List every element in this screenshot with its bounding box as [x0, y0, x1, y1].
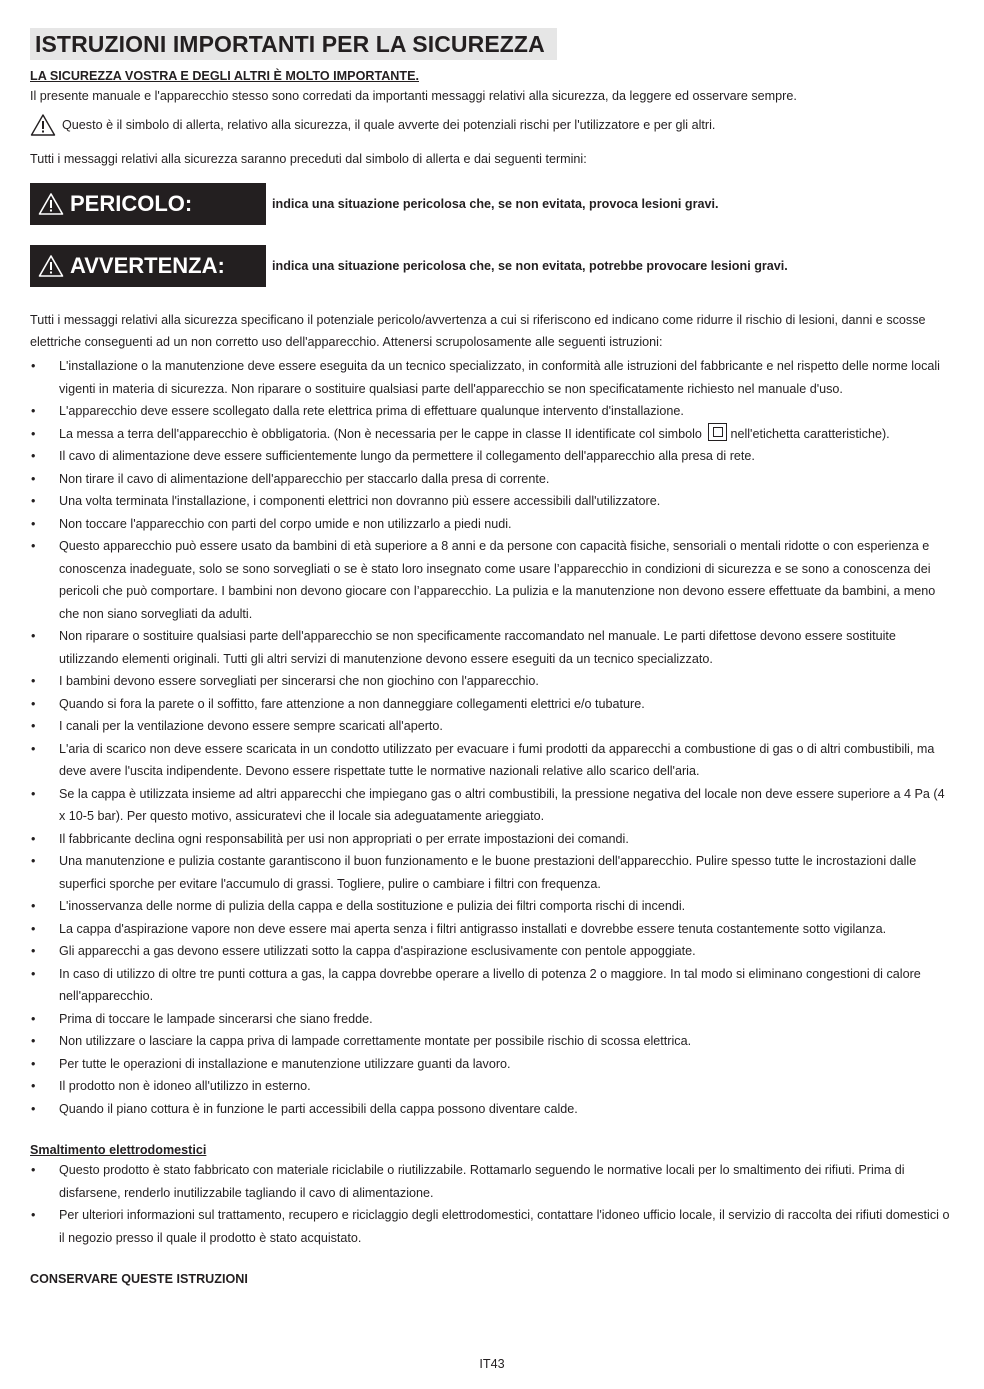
- instruction-item: • Questo apparecchio può essere usato da bambini di età superiore a 8 anni e da persone con capacità fisiche, sensoriali o mentali ridotte o con esperienza e conoscenza inadeguate, solo se sono sorvegliati o se è stato loro insegnato come usare l’apparecchio in condizioni di sicurezza e se sono a conoscenza dei pericoli che può comportare. I bambini non devono giocare con l’apparecchio. La pulizia e la manutenzione non devono essere effettuate da bambini, a meno che non siano sorvegliati da adulti.: [30, 535, 952, 625]
- lead-paragraph: Tutti i messaggi relativi alla sicurezza saranno preceduti dal simbolo di allerta e dai seguenti termini:: [30, 152, 587, 166]
- document-page: [30, 28, 952, 1286]
- ground-text-before: La messa a terra dell'apparecchio è obbligatoria. (Non è necessaria per le cappe in classe II identificate col simbolo: [59, 426, 702, 441]
- danger-row: [30, 183, 952, 225]
- disposal-heading: Smaltimento elettrodomestici: [30, 1143, 207, 1157]
- danger-description: indica una situazione pericolosa che, se non evitata, provoca lesioni gravi.: [272, 197, 719, 211]
- subtitle: LA SICUREZZA VOSTRA E DEGLI ALTRI È MOLTO IMPORTANTE.: [30, 69, 419, 83]
- warning-row: [30, 245, 952, 287]
- instruction-item: • Una manutenzione e pulizia costante garantiscono il buon funzionamento e le buone prestazioni dell'apparecchio. Pulire spesso tutte le incrostazioni dalle superfici sporche per evitare l'accumulo di grassi. Togliere, pulire o cambiare i filtri con frequenza.: [30, 850, 952, 895]
- warning-label: AVVERTENZA:: [70, 253, 225, 278]
- instruction-item: • L'installazione o la manutenzione deve essere eseguita da un tecnico specializzato, in conformità alle istruzioni del fabbricante e nel rispetto delle norme locali vigenti in materia di sicurezza. Non riparare o sostituire qualsiasi parte dell'apparecchio se non specificatamente richiesto nel manuale d'uso.: [30, 355, 952, 400]
- instruction-list: [30, 355, 952, 1120]
- instruction-item: • Gli apparecchi a gas devono essere utilizzati sotto la cappa d'aspirazione esclusivamente con pentole appoggiate.: [30, 940, 952, 963]
- instruction-item: • I canali per la ventilazione devono essere sempre scaricati all'aperto.: [30, 715, 952, 738]
- instructions-intro: Tutti i messaggi relativi alla sicurezza specificano il potenziale pericolo/avvertenza a cui si riferiscono ed indicano come ridurre il rischio di lesioni, danni e scosse elettriche conseguenti ad un non corretto uso dell'apparecchio. Attenersi scrupolosamente alle seguenti istruzioni:: [30, 313, 926, 349]
- instruction-item: • Non utilizzare o lasciare la cappa priva di lampade correttamente montate per possibile rischio di scossa elettrica.: [30, 1030, 952, 1053]
- danger-box: [30, 183, 266, 225]
- disposal-item: • Per ulteriori informazioni sul trattamento, recupero e riciclaggio degli elettrodomestici, contattare l'idoneo ufficio locale, il servizio di raccolta dei rifiuti domestici o il negozio presso il quale il prodotto è stato acquistato.: [30, 1204, 952, 1249]
- instruction-item: • Se la cappa è utilizzata insieme ad altri apparecchi che impiegano gas o altri combustibili, la pressione negativa del locale non deve essere superiore a 4 Pa (4 x 10-5 bar). Per questo motivo, assicuratevi che il locale sia adeguatamente arieggiato.: [30, 783, 952, 828]
- instruction-item: • L'apparecchio deve essere scollegato dalla rete elettrica prima di effettuare qualunque intervento d'installazione.: [30, 400, 952, 423]
- instruction-item: • I bambini devono essere sorvegliati per sincerarsi che non giochino con l'apparecchio.: [30, 670, 952, 693]
- page-title: ISTRUZIONI IMPORTANTI PER LA SICUREZZA: [30, 28, 557, 60]
- instruction-item: • L'inosservanza delle norme di pulizia della cappa e della sostituzione e pulizia dei filtri comporta rischi di incendi.: [30, 895, 952, 918]
- disposal-item: • Questo prodotto è stato fabbricato con materiale riciclabile o riutilizzabile. Rottamarlo seguendo le normative locali per lo smaltimento dei rifiuti. Prima di disfarsene, renderlo inutilizzabile tagliando il cavo di alimentazione.: [30, 1159, 952, 1204]
- instruction-item: • Prima di toccare le lampade sincerarsi che siano fredde.: [30, 1008, 952, 1031]
- instruction-item: [30, 423, 952, 446]
- warning-triangle-icon: [38, 254, 64, 278]
- instruction-item: • Non tirare il cavo di alimentazione dell'apparecchio per staccarlo dalla presa di corrente.: [30, 468, 952, 491]
- alert-symbol-line: [30, 113, 952, 137]
- instruction-item: • Quando il piano cottura è in funzione le parti accessibili della cappa possono diventare calde.: [30, 1098, 952, 1121]
- warning-box: [30, 245, 266, 287]
- instruction-item: • Il prodotto non è idoneo all'utilizzo in esterno.: [30, 1075, 952, 1098]
- warning-description: indica una situazione pericolosa che, se non evitata, potrebbe provocare lesioni gravi.: [272, 259, 788, 273]
- class-ii-icon: [708, 423, 727, 441]
- instruction-item: • Quando si fora la parete o il soffitto, fare attenzione a non danneggiare collegamenti elettrici e/o tubature.: [30, 693, 952, 716]
- instruction-item: • Il fabbricante declina ogni responsabilità per usi non appropriati o per errate impostazioni dei comandi.: [30, 828, 952, 851]
- instruction-item: • Il cavo di alimentazione deve essere sufficientemente lungo da permettere il collegamento dell'apparecchio alla presa di rete.: [30, 445, 952, 468]
- disposal-list: [30, 1159, 952, 1249]
- instruction-item: • Non toccare l'apparecchio con parti del corpo umide e non utilizzarlo a piedi nudi.: [30, 513, 952, 536]
- instruction-item: • Una volta terminata l'installazione, i componenti elettrici non dovranno più essere accessibili dall'utilizzatore.: [30, 490, 952, 513]
- alert-symbol-text: Questo è il simbolo di allerta, relativo alla sicurezza, il quale avverte dei potenziali rischi per l'utilizzatore e per gli altri.: [62, 118, 716, 132]
- intro-paragraph: Il presente manuale e l'apparecchio stesso sono corredati da importanti messaggi relativi alla sicurezza, da leggere ed osservare sempre.: [30, 89, 797, 103]
- closing-note: CONSERVARE QUESTE ISTRUZIONI: [30, 1272, 248, 1286]
- instruction-item: • Non riparare o sostituire qualsiasi parte dell'apparecchio se non specificamente raccomandato nel manuale. Le parti difettose devono essere sostituite utilizzando elementi originali. Tutti gli altri servizi di manutenzione devono essere eseguiti da un tecnico specializzato.: [30, 625, 952, 670]
- warning-triangle-icon: [38, 192, 64, 216]
- danger-label: PERICOLO:: [70, 191, 193, 216]
- instruction-item: • L'aria di scarico non deve essere scaricata in un condotto utilizzato per evacuare i fumi prodotti da apparecchi a combustione di gas o di altri combustibili, ma deve avere l'uscita indipendente. Devono essere rispettate tutte le normative nazionali relative allo scarico dell'aria.: [30, 738, 952, 783]
- ground-text-after: nell'etichetta caratteristiche).: [730, 426, 890, 441]
- instruction-item: • La cappa d'aspirazione vapore non deve essere mai aperta senza i filtri antigrasso installati e dovrebbe essere tenuta costantemente sotto vigilanza.: [30, 918, 952, 941]
- instruction-item: • Per tutte le operazioni di installazione e manutenzione utilizzare guanti da lavoro.: [30, 1053, 952, 1076]
- instruction-item: • In caso di utilizzo di oltre tre punti cottura a gas, la cappa dovrebbe operare a livello di potenza 2 o maggiore. In tal modo si eliminano congestioni di calore nell'apparecchio.: [30, 963, 952, 1008]
- warning-triangle-icon: [30, 113, 56, 137]
- page-number: IT43: [479, 1357, 505, 1371]
